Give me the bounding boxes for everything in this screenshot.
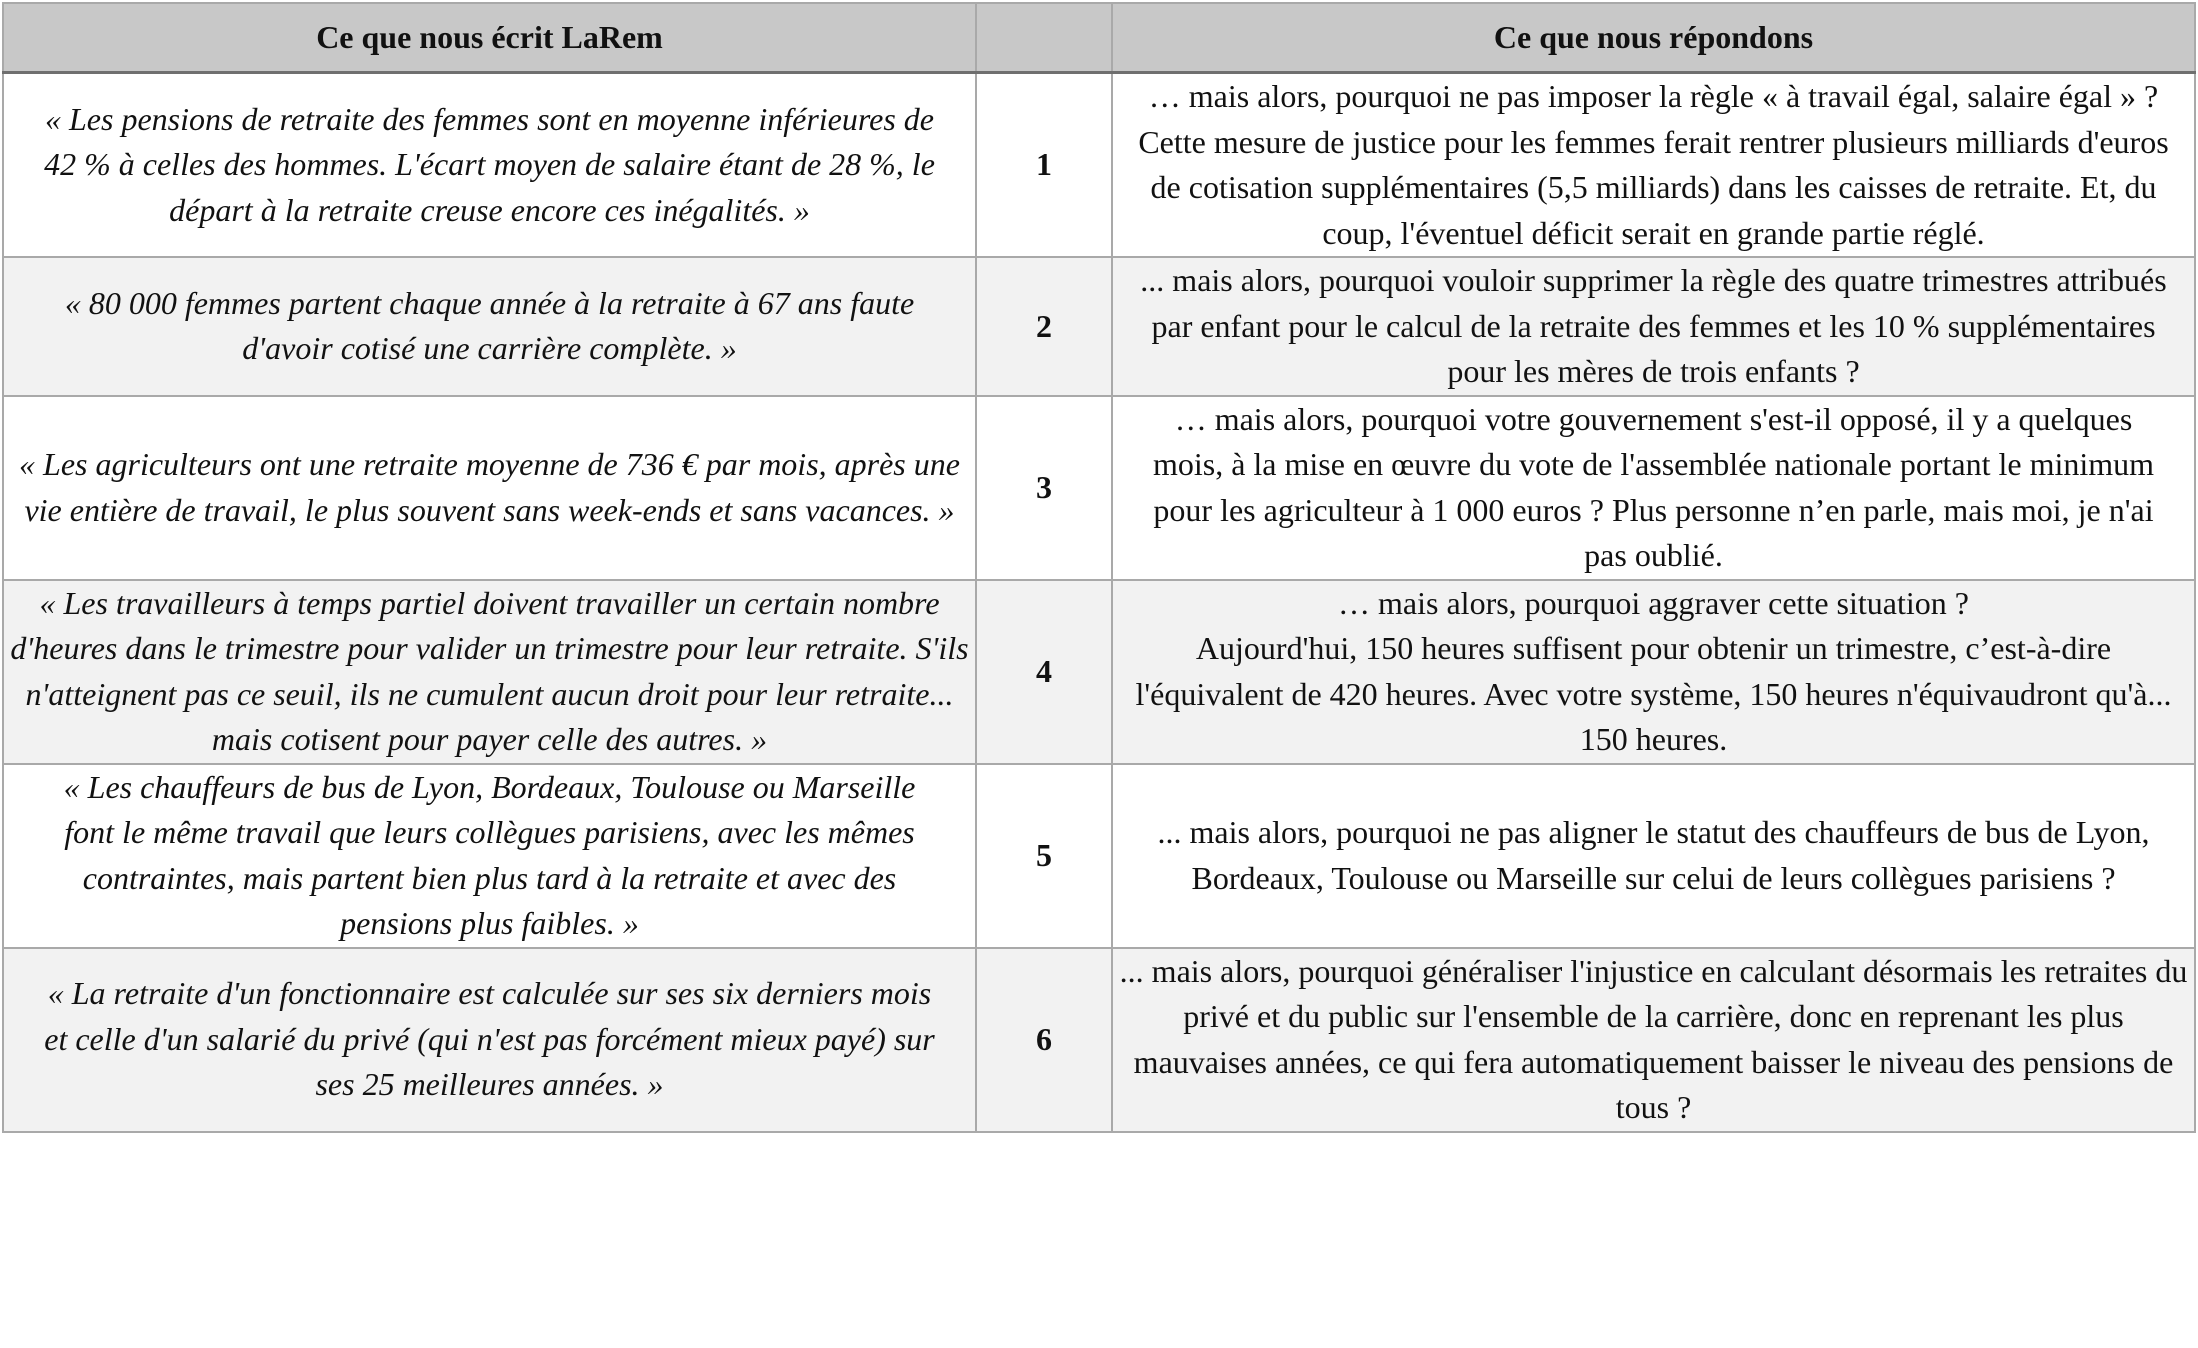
row-number: 3 bbox=[976, 396, 1112, 580]
table-row bbox=[3, 948, 2195, 1132]
table-row bbox=[3, 257, 2195, 396]
reply-cell bbox=[1112, 580, 2195, 764]
table-row bbox=[3, 73, 2195, 258]
header-larem: Ce que nous écrit LaRem bbox=[3, 3, 976, 73]
header-number bbox=[976, 3, 1112, 73]
larem-quote: « La retraite d'un fonctionnaire est calculée sur ses six derniers mois et celle d'un salarié du privé (qui n'est pas forcément mieux payé) sur ses 25 meilleures années. » bbox=[3, 948, 976, 1132]
reply-text: ... mais alors, pourquoi vouloir supprimer la règle des quatre trimestres attribués par enfant pour le calcul de la retraite des femmes et les 10 % supplémentaires pour les mères de trois enfants ? bbox=[1112, 257, 2195, 396]
reply-text: ... mais alors, pourquoi ne pas aligner le statut des chauffeurs de bus de Lyon, Bordeaux, Toulouse ou Marseille sur celui de leurs collègues parisiens ? bbox=[1112, 764, 2195, 948]
table-row bbox=[3, 764, 2195, 948]
reply-first-line: … mais alors, pourquoi aggraver cette situation ? bbox=[1338, 584, 1969, 621]
header-row bbox=[3, 3, 2195, 73]
larem-quote: « Les agriculteurs ont une retraite moyenne de 736 € par mois, après une vie entière de travail, le plus souvent sans week-ends et sans vacances. » bbox=[3, 396, 976, 580]
comparison-table bbox=[2, 2, 2196, 1133]
row-number: 2 bbox=[976, 257, 1112, 396]
larem-quote: « 80 000 femmes partent chaque année à la retraite à 67 ans faute d'avoir cotisé une carrière complète. » bbox=[3, 257, 976, 396]
header-reponse: Ce que nous répondons bbox=[1112, 3, 2195, 73]
larem-quote: « Les travailleurs à temps partiel doivent travailler un certain nombre d'heures dans le trimestre pour valider un trimestre pour leur retraite. S'ils n'atteignent pas ce seuil, ils ne cumulent aucun droit pour leur retraite... mais cotisent pour payer celle des autres. » bbox=[3, 580, 976, 764]
reply-text: Aujourd'hui, 150 heures suffisent pour obtenir un trimestre, c’est-à-dire l'équivalent de 420 heures. Avec votre système, 150 heures n'équivaudront qu'à... 150 heures. bbox=[1135, 630, 2172, 757]
row-number: 1 bbox=[976, 73, 1112, 258]
larem-quote: « Les chauffeurs de bus de Lyon, Bordeaux, Toulouse ou Marseille font le même travail que leurs collègues parisiens, avec les mêmes contraintes, mais partent bien plus tard à la retraite et avec des pensions plus faibles. » bbox=[3, 764, 976, 948]
reply-text: ... mais alors, pourquoi généraliser l'injustice en calculant désormais les retraites du privé et du public sur l'ensemble de la carrière, donc en reprenant les plus mauvaises années, ce qui fera automatiquement baisser le niveau des pensions de tous ? bbox=[1112, 948, 2195, 1132]
table-row bbox=[3, 580, 2195, 764]
table-row bbox=[3, 396, 2195, 580]
row-number: 5 bbox=[976, 764, 1112, 948]
reply-text: … mais alors, pourquoi ne pas imposer la règle « à travail égal, salaire égal » ? Cette mesure de justice pour les femmes ferait rentrer plusieurs milliards d'euros de cotisation supplémentaires (5,5 milliards) dans les caisses de retraite. Et, du coup, l'éventuel déficit serait en grande partie réglé. bbox=[1112, 73, 2195, 258]
row-number: 4 bbox=[976, 580, 1112, 764]
reply-text: … mais alors, pourquoi votre gouvernement s'est-il opposé, il y a quelques mois, à la mise en œuvre du vote de l'assemblée nationale portant le minimum pour les agriculteur à 1 000 euros ? Plus personne n’en parle, mais moi, je n'ai pas oublié. bbox=[1112, 396, 2195, 580]
larem-quote: « Les pensions de retraite des femmes sont en moyenne inférieures de 42 % à celles des hommes. L'écart moyen de salaire étant de 28 %, le départ à la retraite creuse encore ces inégalités. » bbox=[3, 73, 976, 258]
row-number: 6 bbox=[976, 948, 1112, 1132]
